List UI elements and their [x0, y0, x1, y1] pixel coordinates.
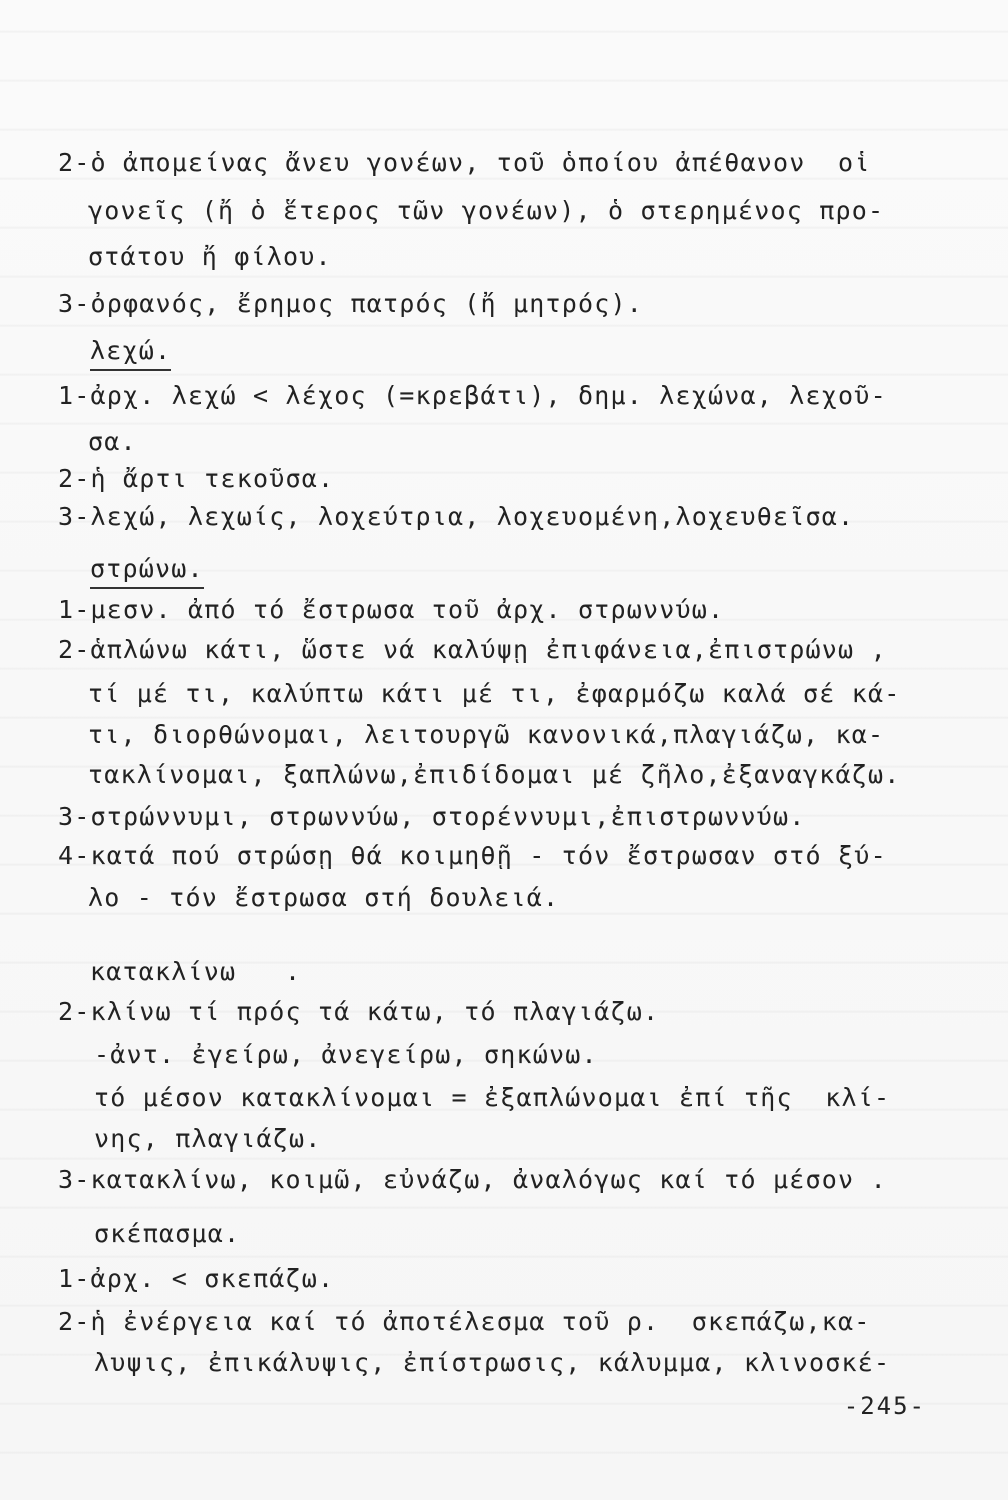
text-line: 4-κατά πού στρώσῃ θά κοιμηθῇ - τόν ἔστρωσαν στό ξύ- [58, 841, 887, 870]
text-line: λυψις, ἐπικάλυψις, ἐπίστρωσις, κάλυμμα, κλινοσκέ- [94, 1348, 891, 1377]
text-line: 3-λεχώ, λεχωίς, λοχεύτρια, λοχευομένη,λοχευθεῖσα. [58, 502, 855, 531]
text-line: 2-ἡ ἐνέργεια καί τό ἀποτέλεσμα τοῦ ρ. σκεπάζω,κα- [58, 1307, 871, 1336]
entry-heading: λεχώ. [90, 334, 171, 371]
text-line: στάτου ἤ φίλου. [88, 242, 332, 271]
text-line: 1-ἀρχ. < σκεπάζω. [58, 1264, 335, 1293]
text-line: σα. [88, 427, 137, 456]
text-line: 3-ὀρφανός, ἔρημος πατρός (ἤ μητρός). [58, 289, 644, 318]
text-line: 3-κατακλίνω, κοιμῶ, εὐνάζω, ἀναλόγως καί τό μέσον . [58, 1165, 887, 1194]
text-line: 2-κλίνω τί πρός τά κάτω, τό πλαγιάζω. [58, 997, 660, 1026]
text-line: 2-ὁ ἀπομείνας ἄνευ γονέων, τοῦ ὁποίου ἀπέθανον οἱ [58, 148, 871, 177]
text-line: 2-ἁπλώνω κάτι, ὥστε νά καλύψῃ ἐπιφάνεια,ἐπιστρώνω , [58, 635, 887, 664]
entry-heading: στρώνω. [90, 552, 204, 589]
text-line: τι, διορθώνομαι, λειτουργῶ κανονικά,πλαγιάζω, κα- [88, 720, 885, 749]
entry-heading: κατακλίνω . [90, 957, 302, 986]
page-number: -245- [843, 1392, 926, 1420]
text-line: 3-στρώννυμι, στρωννύω, στορέννυμι,ἐπιστρωννύω. [58, 802, 806, 831]
text-line: 1-μεσν. ἀπό τό ἔστρωσα τοῦ ἀρχ. στρωννύω. [58, 595, 725, 624]
text-line: τακλίνομαι, ξαπλώνω,ἐπιδίδομαι μέ ζῆλο,ἐξαναγκάζω. [88, 760, 901, 789]
text-line: νης, πλαγιάζω. [94, 1124, 322, 1153]
text-line: τί μέ τι, καλύπτω κάτι μέ τι, ἐφαρμόζω καλά σέ κά- [88, 679, 901, 708]
text-line: τό μέσον κατακλίνομαι = ἐξαπλώνομαι ἐπί τῆς κλί- [94, 1083, 891, 1112]
text-line: -ἀντ. ἐγείρω, ἀνεγείρω, σηκώνω. [94, 1040, 598, 1069]
text-line: λο - τόν ἔστρωσα στή δουλειά. [88, 883, 560, 912]
text-line: 2-ἡ ἄρτι τεκοῦσα. [58, 464, 335, 493]
text-line: γονεῖς (ἤ ὁ ἕτερος τῶν γονέων), ὁ στερημένος προ- [88, 196, 885, 225]
text-line: 1-ἀρχ. λεχώ < λέχος (=κρεβάτι), δημ. λεχώνα, λεχοῦ- [58, 381, 887, 410]
entry-heading: σκέπασμα. [94, 1219, 241, 1248]
